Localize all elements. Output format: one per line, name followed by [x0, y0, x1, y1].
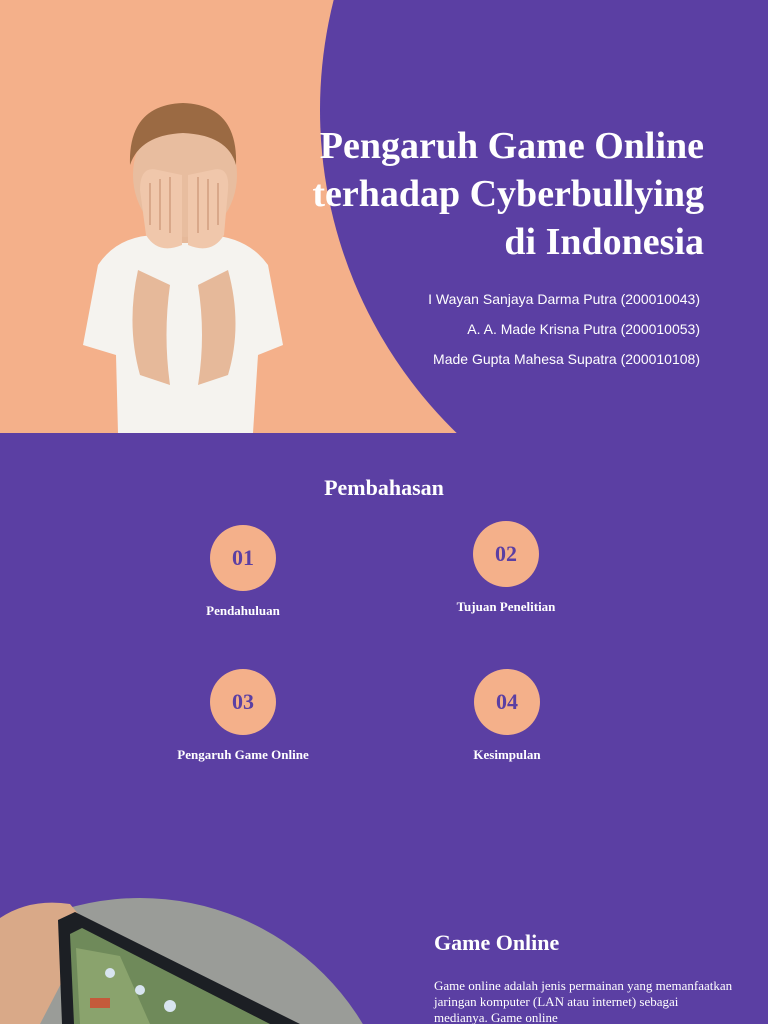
agenda-item-01 — [143, 525, 343, 619]
agenda-item-label: Pendahuluan — [206, 603, 280, 618]
author-1: I Wayan Sanjaya Darma Putra (200010043) — [428, 291, 700, 307]
agenda-item-04 — [407, 669, 607, 763]
agenda-number-circle: 04 — [474, 669, 540, 735]
title-line-3: di Indonesia — [504, 221, 704, 263]
agenda-slide — [0, 433, 768, 898]
author-list — [428, 284, 700, 374]
author-2: A. A. Made Krisna Putra (200010053) — [467, 321, 700, 337]
title-line-1: Pengaruh Game Online — [319, 125, 704, 167]
agenda-item-02 — [406, 521, 606, 615]
agenda-title: Pembahasan — [324, 475, 444, 500]
agenda-item-label: Tujuan Penelitian — [456, 599, 556, 614]
agenda-number-circle: 01 — [210, 525, 276, 591]
presentation-title — [244, 122, 704, 266]
agenda-item-03 — [143, 669, 343, 763]
agenda-item-label: Kesimpulan — [473, 747, 541, 762]
agenda-number-circle: 02 — [473, 521, 539, 587]
game-online-slide — [0, 898, 768, 1024]
game-online-title: Game Online — [434, 930, 560, 955]
title-line-2: terhadap Cyberbullying — [312, 173, 704, 215]
author-3: Made Gupta Mahesa Supatra (200010108) — [433, 351, 700, 367]
agenda-item-label: Pengaruh Game Online — [177, 747, 309, 762]
title-slide — [0, 0, 768, 433]
agenda-number-circle: 03 — [210, 669, 276, 735]
game-online-description: Game online adalah jenis permainan yang memanfaatkan jaringan komputer (LAN atau internet) sebagai medianya. Game online — [434, 978, 733, 1024]
mobile-game-photo — [0, 898, 380, 1024]
